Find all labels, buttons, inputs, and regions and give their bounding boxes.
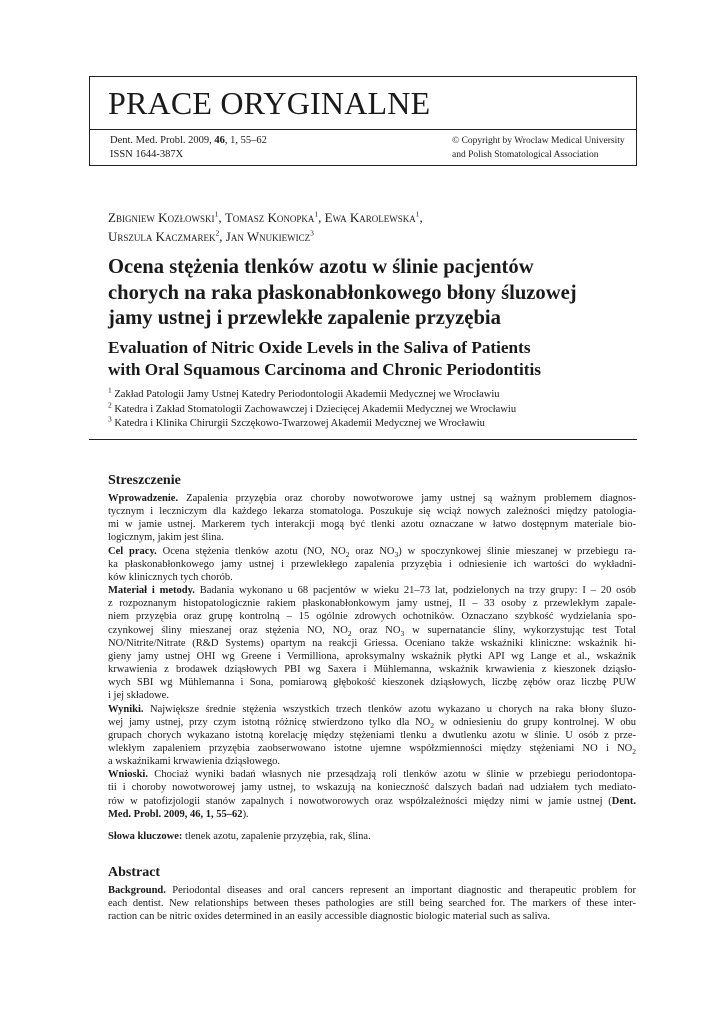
affiliation [108,414,638,432]
body-text: Największe średnie stężenia wszystkich trzech tlenków azotu wykazano u chorych na raka błony śluzo- [143,703,636,715]
copyright [452,135,625,162]
cel-label: Cel pracy. [108,545,157,557]
body-line: wych SBI wg Mühlemanna i Sona, pomiarową głębokość kieszonek dziąsłowych, liczbę zębów oraz liczbę PUW [108,677,636,689]
header-box [89,76,637,130]
affiliation [108,400,638,418]
body-line: a wskaźnikami krwawienia dziąsłowego. [108,756,281,768]
issn: ISSN 1644-387X [110,149,184,160]
author-affil-ref: 2 [215,228,220,238]
author-name: Urszula Kaczmarek [108,229,216,244]
body-line: z rozpoznanym histopatologicznie rakiem płaskonabłonkowym jamy ustnej, II – 33 osoby z przewlekłym zapale- [108,598,636,610]
body-line [108,584,636,597]
background-label: Background. [108,885,166,896]
journal-citation-suffix: , 1, 55–62 [224,135,267,146]
body-text: ) w spoczynkowej ślinie mieszanej w przebiegu ra- [398,545,636,557]
wnioski-label: Wnioski. [108,769,148,781]
author-name: Tomasz Konopka [224,210,315,225]
journal-citation [110,134,267,162]
title-polish [108,255,638,332]
keywords-text: tlenek azotu, zapalenie przyzębia, rak, ślina. [182,831,371,842]
body-text: oraz NO [351,624,401,636]
subscript: 2 [430,720,434,730]
body-line: NO/Nitrite/Nitrate (R&D Systems) opartym na reakcji Griessa. Oceniano także wskaźniki kliniczne: wskaźnik hi- [108,637,636,649]
body-line [108,742,636,755]
affiliation [108,385,638,403]
body-text: Ocena stężenia tlenków azotu (NO, NO [156,545,346,557]
body-text: oraz NO [349,545,395,557]
body-text: wej jamy ustnej, przy czym istotną różnicę stwierdzono tylko dla NO [108,716,431,728]
body-text: w supernatancie śliny, wykorzystując test Total [404,624,637,636]
body-line: mi w jamie ustnej. Markerem tych interakcji mogą być tlenki azotu oznaczane w łatwo dostępnym materiale bio- [108,519,636,531]
title-polish-line: chorych na raka płaskonabłonkowego błony śluzowej [108,281,577,304]
title-polish-line: jamy ustnej i przewlekłe zapalenie przyzębia [108,307,501,329]
body-text: Zapalenia przyzębia oraz choroby nowotworowe jamy ustnej są ważnym problemem diagnos- [178,493,636,504]
body-line: tii i choroby nowotworowej jamy ustnej, to wskazują na konieczność dalszych badań nad udziałem tych mediato- [108,782,636,794]
affiliations [108,385,638,432]
body-line: each dentist. New relationships between theses pathologies are still being searched for. The markers of these inter- [108,898,636,910]
body-line [108,624,636,637]
body-text: Badania wykonano u 68 pacjentów w wieku 21–73 lat, podzielonych na trzy grupy: I – 20 osób [194,585,636,597]
author-list: Zbigniew Kozłowski$^1$, Tomasz Konopka$^1$, Ewa Karolewska$^1$, Urszula Kaczmarek$^2$, Jan Wnukiewicz$^3$ [108,209,423,244]
body-line [108,884,636,897]
citation-bold: Dent. [611,795,636,807]
body-line [108,703,636,716]
author-affil-ref: 1 [214,209,219,219]
body-line: raction can be nitric oxides determined in an easily accessible diagnostic biologic material such as saliva. [108,911,551,923]
subscript: 2 [347,628,352,638]
affiliation-number: 2 [108,400,112,409]
wyniki-label: Wyniki. [108,703,144,715]
subscript: 2 [632,747,636,757]
affiliation-text: Zakład Patologii Jamy Ustnej Katedry Periodontologii Akademii Medycznej we Wrocławiu [114,389,500,400]
journal-volume: 46 [214,135,225,146]
copyright-line-1: © Copyright by Wroclaw Medical University [452,136,625,146]
body-line [108,808,636,821]
body-line [108,830,636,843]
affiliation-text: Katedra i Klinika Chirurgii Szczękowo-Twarzowej Akademii Medycznej we Wrocławiu [114,418,485,429]
wprowadzenie-label: Wprowadzenie. [108,493,179,504]
affiliation-number: 1 [108,385,112,395]
subscript: 2 [345,549,350,559]
body-line [108,492,636,505]
streszczenie-heading: Streszczenie [108,473,181,488]
body-line [108,716,636,729]
body-text: rów w patofizjologii stanów zapalnych i nowotworowych oraz współzależności między nimi w jamie ustnej ( [108,795,612,807]
body-line: tycznym i leczniczym dla każdego lekarza stomatologa. Poszukuje się wciąż nowych zależności między patologia- [108,506,636,518]
abstract-body [108,884,636,923]
author-name: Jan Wnukiewicz [225,229,311,244]
copyright-line-2: and Polish Stomatological Association [452,149,599,160]
body-line: logicznym, jakim jest ślina. [108,532,224,544]
body-line: i jej składowe. [108,690,169,702]
affiliation-text: Katedra i Zakład Stomatologii Zachowawczej i Dziecięcej Akademii Medycznej we Wrocławiu [114,403,517,415]
journal-citation-prefix: Dent. Med. Probl. 2009, [110,135,215,146]
body-line [108,768,636,781]
title-english-line: Evaluation of Nitric Oxide Levels in the Saliva of Patients [108,338,531,357]
subscript: 3 [400,628,405,638]
body-line [108,545,636,558]
journal-meta-box [89,129,637,166]
title-english-line: with Oral Squamous Carcinoma and Chronic Periodontitis [108,359,541,379]
author-name: Ewa Karolewska [324,210,416,225]
abstract-heading: Abstract [108,865,161,880]
body-line: niem przyzębia oraz grupę kontrolną – 15 ogólnie zdrowych ochotników. Oznaczano szybkość wydzielania spo- [108,611,636,623]
body-text: czynkowej śliny mieszanej oraz stężenia NO, NO [108,624,348,636]
body-line: gieny jamy ustnej OHI wg Greene i Vermilliona, aproksymalny wskaźnik płytki API wg Lange et al., wskaźnik [108,650,636,662]
author-affil-ref: 1 [415,209,420,219]
author-affil-ref: 1 [314,209,319,219]
divider [89,439,637,440]
section-type-title: PRACE ORYGINALNE [108,85,431,121]
subscript: 3 [394,549,399,559]
streszczenie-body [108,492,636,821]
body-line [108,795,636,808]
keywords [108,830,636,843]
author-name: Zbigniew Kozłowski [108,210,215,225]
body-text: w odniesieniu do grupy kontrolnej. W obu [433,716,636,728]
body-line: ków klinicznych tych chorób. [108,571,233,583]
body-text: wlekłym zapaleniem przyzębia zaobserwowano istotne ujemne współzmienności między stężeniami NO i NO [108,742,633,754]
body-line: krwawienia z brodawek dziąsłowych PBI wg Saxera i Mühlemanna, wskaźnik krwawienia z kieszonek dziąsło- [108,664,636,676]
body-text: Periodontal diseases and oral cancers represent an important diagnostic and therapeutic problem for [165,885,636,896]
author-affil-ref: 3 [310,228,314,238]
affiliation-number: 3 [108,414,112,424]
body-text: ). [242,808,249,820]
body-line: grupach chorych wykazano istotną korelację między stężeniami tlenku a dwutlenku azotu w ślinie. U osób z prze- [108,729,636,741]
citation-bold: Med. Probl. 2009, 46, 1, 55–62 [108,808,243,820]
material-label: Materiał i metody. [108,585,195,597]
body-line: ka płaskonabłonkowego jamy ustnej i przewlekłego zapalenia przyzębia i odniesienie ich wartości do wykładni- [108,558,636,570]
keywords-label: Słowa kluczowe: [108,831,183,842]
title-polish-line: Ocena stężenia tlenków azotu w ślinie pacjentów [108,256,534,278]
title-english [108,337,638,380]
body-text: Chociaż wyniki badań własnych nie przesądzają roli tlenków azotu w ślinie w przebiegu periodontopa- [147,769,636,781]
